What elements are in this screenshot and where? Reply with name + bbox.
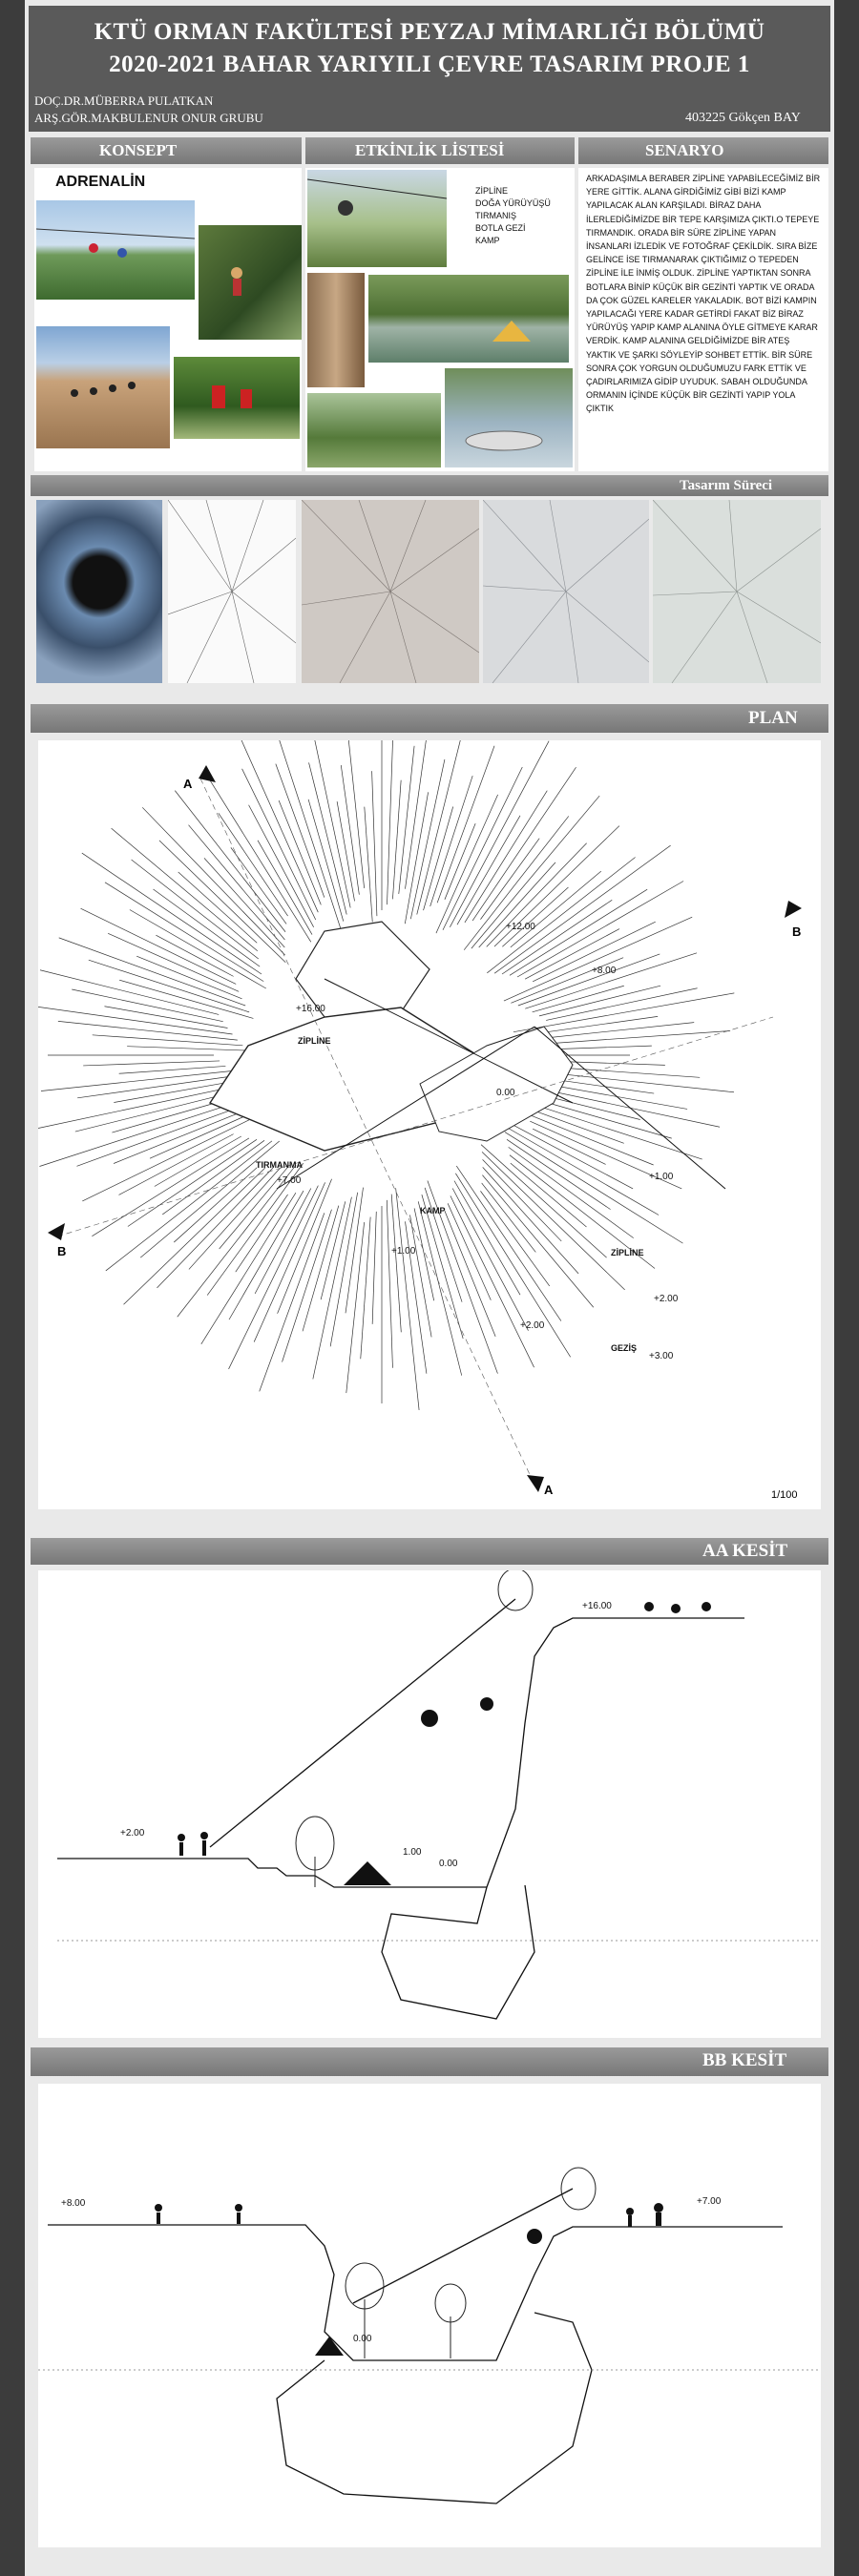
plan-hatch-line xyxy=(127,1047,248,1050)
aa-level: +16.00 xyxy=(582,1601,612,1611)
plan-hatch-line xyxy=(533,986,624,1012)
plan-hatch-line xyxy=(59,938,245,1006)
plan-hatch-line xyxy=(450,741,549,927)
plan-hatch-line xyxy=(509,1147,634,1237)
plan-hatch-line xyxy=(175,791,285,932)
plan-hatch-line xyxy=(510,889,647,975)
plan-hatch-line xyxy=(128,1139,257,1226)
aa-svg xyxy=(38,1570,821,2038)
bb-bar xyxy=(31,2047,828,2076)
plan-hatch-line xyxy=(511,871,601,947)
plan-hatch-line xyxy=(41,1071,232,1091)
plan-hatch-line xyxy=(396,1188,419,1410)
plan-hatch-line xyxy=(430,776,472,906)
plan-hatch-line xyxy=(92,1138,249,1236)
activity-item: DOĞA YÜRÜYÜŞÜ xyxy=(475,198,551,208)
scenario-text: ARKADAŞIMLA BERABER ZİPLİNE YAPABİLECEĞİMİZ BİR YERE GİTTİK. ALANA GİRDİĞİMİZ GİBİ BİZİ KAMP YAPILACAK ALAN KARŞILADI. BİRAZ DAHA İLERLEDİĞİMİZDE BİR TEPE KARŞIMIZA ÇIKTI.O TEPEYE TIRMANDIK. ORADA BİR SÜRE ZİPLİNE YAPAN İNSANLARI İZLEDİK VE FOTOĞRAF ÇEKİLDİK. SIRA BİZE GELİNCE İSE TIRMANARAK ÇIKTIĞIMIZ O TEPEDEN ZİPLİNE İLE İNMİŞ OLDUK. ZİPLİNE YAPTIKTAN SONRA BOTLARA BİNİP KÜÇÜK BİR GEZİNTİ YAPTIK VE ORADA DA ÇOK GÜZEL KARELER YAKALADIK. BOT BİZİ KAMPIN YAPILACAĞI YERE KADAR GETİRDİ FAKAT BİZ BİRAZ YÜRÜYÜŞ YAPIP KAMP ALANINA ÖYLE GİTMEYE KARAR VERDİK. KAMP ALANINA GELDİĞİMİZDE BİR ATEŞ YAKTIK VE ŞARKI SÖYLEYİP SOHBET ETTİK. BİR SÜRE SONRA ÇOK YORGUN OLDUĞUMUZU FARK ETTİK VE ÇADIRLARIMIZA GİDİP UYUDUK. SABAH OLDUĞUNDA ORMANIN İÇİNDE KÜÇÜK BİR GEZİNTİ YAPIP YOLA ÇIKTIK xyxy=(586,174,821,414)
plan-hatch-line xyxy=(500,1118,634,1189)
boat-photo xyxy=(445,368,573,467)
plan-hatch-line xyxy=(106,1141,272,1271)
plan-hatch-line xyxy=(119,1066,226,1073)
plan-hatch-line xyxy=(114,1110,247,1164)
plan-hatch-line xyxy=(236,1195,288,1272)
student-name: 403225 Gökçen BAY xyxy=(685,111,801,125)
plan-hatch-line xyxy=(258,841,312,935)
plan-hatch-line xyxy=(112,1100,225,1132)
level-mark: +1.00 xyxy=(391,1246,416,1257)
process-sketch-3 xyxy=(302,500,479,683)
level-mark: +2.00 xyxy=(520,1320,545,1331)
plan-hatch-line xyxy=(487,843,587,947)
plan-hatch-line xyxy=(279,800,321,904)
camp-lake-photo xyxy=(368,275,569,363)
plan-hatch-line xyxy=(365,807,372,923)
plan-hatch-line xyxy=(391,1195,401,1333)
bb-section-drawing xyxy=(38,2084,821,2547)
plan-hatch-line xyxy=(472,767,576,921)
plan-hatch-line xyxy=(154,889,261,966)
process-sketch-5 xyxy=(653,500,821,683)
section-mark-a1: A xyxy=(183,777,193,791)
activity-item: ZİPLİNE xyxy=(475,186,509,196)
senaryo-panel xyxy=(578,168,828,471)
plan-hatch-line xyxy=(546,988,697,1021)
plan-hatch-line xyxy=(40,970,219,1015)
plan-hatch-line xyxy=(511,1163,587,1227)
level-mark: +16.00 xyxy=(296,1004,325,1014)
plan-hatch-line xyxy=(511,958,623,1004)
plan-hatch-line xyxy=(483,1159,562,1241)
plan-hatch-line xyxy=(505,1132,683,1244)
plan-hatch-line xyxy=(448,1203,491,1299)
plan-hatch-line xyxy=(405,792,428,924)
level-mark: +2.00 xyxy=(654,1294,679,1304)
activity-item: KAMP xyxy=(475,236,500,245)
plan-hatch-line xyxy=(159,841,285,963)
activity-list xyxy=(475,185,551,247)
plan-hatch-line xyxy=(361,1217,370,1360)
plan-hatch-line xyxy=(481,1145,607,1257)
plan-hatch-line xyxy=(527,1113,654,1165)
bb-svg xyxy=(38,2084,821,2547)
bb-title: BB KESİT xyxy=(702,2050,787,2070)
plan-hatch-line xyxy=(75,1096,219,1132)
plan-hatch-line xyxy=(93,1035,243,1046)
plan-hatch-line xyxy=(517,882,683,978)
plan-hatch-line xyxy=(418,1201,461,1375)
plan-hatch-line xyxy=(208,778,311,942)
title-line-2: 2020-2021 BAHAR YARIYILI ÇEVRE TASARIM PROJE 1 xyxy=(109,52,750,77)
plan-hatch-line xyxy=(387,1200,392,1368)
plan-hatch-line xyxy=(410,1215,432,1337)
level-mark: 0.00 xyxy=(496,1088,515,1098)
plan-bar xyxy=(31,704,828,733)
process-title: Tasarım Süreci xyxy=(680,478,773,493)
advisor-1: DOÇ.DR.MÜBERRA PULATKAN xyxy=(34,93,214,108)
konsept-title: KONSEPT xyxy=(99,141,178,159)
plan-label: ZİPLİNE xyxy=(611,1248,644,1257)
plan-hatch-line xyxy=(465,791,547,923)
plan-hatch-line xyxy=(347,740,365,888)
plan-hatch-line xyxy=(156,935,233,976)
plan-hatch-line xyxy=(487,858,635,973)
plan-label: KAMP xyxy=(420,1206,446,1215)
hiking-photo xyxy=(36,326,170,448)
plan-hatch-line xyxy=(405,740,430,889)
plan-hatch-line xyxy=(81,908,237,984)
etkinlik-bar xyxy=(305,137,575,164)
plan-hatch-line xyxy=(309,762,347,914)
plan-hatch-line xyxy=(456,1166,561,1320)
level-mark: +12.00 xyxy=(506,922,535,932)
plan-hatch-line xyxy=(219,813,288,916)
plan-hatch-line xyxy=(178,872,257,943)
aa-level: 1.00 xyxy=(403,1847,422,1858)
plan-hatch-line xyxy=(346,1188,364,1314)
plan-hatch-line xyxy=(313,1197,352,1380)
advisor-2: ARŞ.GÖR.MAKBULENUR ONUR GRUBU xyxy=(34,111,263,125)
plan-hatch-line xyxy=(388,740,394,904)
plan-hatch-line xyxy=(513,993,734,1032)
zipline-photo xyxy=(36,200,195,300)
level-mark: +3.00 xyxy=(649,1351,674,1361)
bb-level: +7.00 xyxy=(697,2196,722,2207)
plan-hatch-line xyxy=(494,845,670,973)
plan-hatch-line xyxy=(424,806,453,910)
plan-title: PLAN xyxy=(748,708,798,728)
plan-hatch-line xyxy=(204,858,284,947)
plan-hatch-line xyxy=(502,900,612,974)
konsept-word: ADRENALİN xyxy=(55,174,146,190)
konsept-bar xyxy=(31,137,302,164)
plan-hatch-line xyxy=(452,1189,528,1331)
aa-title: AA KESİT xyxy=(702,1541,788,1561)
section-mark-b2: B xyxy=(57,1244,67,1258)
level-mark: +1.00 xyxy=(649,1172,674,1182)
process-sketch-2 xyxy=(168,500,296,683)
plan-svg xyxy=(38,740,821,1509)
rock-climbing-photo xyxy=(307,273,365,387)
plan-hatch-line xyxy=(229,1186,319,1369)
plan-hatch-line xyxy=(436,795,498,933)
plan-hatch-line xyxy=(82,1113,262,1201)
process-sketch-1 xyxy=(36,500,162,683)
plan-hatch-line xyxy=(437,746,494,903)
plan-scale: 1/100 xyxy=(771,1489,798,1501)
level-mark: +7.00 xyxy=(277,1175,302,1186)
plan-hatch-line xyxy=(525,953,697,1008)
zipline-activity-photo xyxy=(307,170,447,267)
plan-hatch-line xyxy=(58,1021,238,1040)
plan-hatch-line xyxy=(39,1104,233,1167)
poster-header xyxy=(29,6,830,132)
plan-hatch-line xyxy=(539,986,660,1016)
plan-label: TIRMANMA xyxy=(256,1160,303,1170)
plan-hatch-line xyxy=(479,862,555,947)
forest-walk-photo xyxy=(307,393,441,467)
plan-hatch-line xyxy=(502,1125,659,1215)
plan-hatch-line xyxy=(414,1208,434,1300)
bb-level: 0.00 xyxy=(353,2334,372,2344)
aa-section-drawing xyxy=(38,1570,821,2038)
activity-item: BOTLA GEZİ xyxy=(475,223,526,233)
etkinlik-panel xyxy=(305,168,575,471)
aa-level: +2.00 xyxy=(120,1828,145,1839)
climbing-photo xyxy=(199,225,302,340)
plan-hatch-line xyxy=(346,1222,365,1393)
plan-hatch-line xyxy=(72,989,222,1022)
title-line-1: KTÜ ORMAN FAKÜLTESİ PEYZAJ MİMARLIĞI BÖLÜMÜ xyxy=(94,19,765,45)
plan-hatch-line xyxy=(541,1084,687,1110)
plan-label: GEZİŞ xyxy=(611,1343,638,1353)
plan-hatch-line xyxy=(533,1129,605,1164)
plan-hatch-line xyxy=(38,1005,233,1034)
section-mark-a2: A xyxy=(544,1483,554,1497)
plan-hatch-line xyxy=(417,740,464,915)
process-sketch-4 xyxy=(483,500,649,683)
plan-hatch-line xyxy=(518,954,660,1006)
plan-hatch-line xyxy=(124,1168,265,1304)
plan-hatch-line xyxy=(399,746,414,894)
plan-drawing xyxy=(38,740,821,1509)
etkinlik-title: ETKİNLİK LİSTESİ xyxy=(355,141,505,159)
plan-hatch-line xyxy=(471,796,599,948)
plan-label: ZİPLİNE xyxy=(298,1036,331,1046)
senaryo-bar xyxy=(578,137,828,164)
level-mark: +8.00 xyxy=(592,966,617,976)
plan-hatch-line xyxy=(483,1167,578,1273)
adventure-photo xyxy=(174,357,300,439)
bb-level: +8.00 xyxy=(61,2198,86,2209)
section-mark-b1: B xyxy=(792,924,802,939)
plan-hatch-line xyxy=(546,1091,720,1128)
process-bar xyxy=(31,475,828,496)
plan-hatch-line xyxy=(480,1191,549,1286)
plan-hatch-line xyxy=(372,771,377,916)
plan-hatch-line xyxy=(112,828,258,951)
plan-hatch-line xyxy=(405,1221,426,1373)
aa-bar xyxy=(31,1538,828,1565)
aa-level: 0.00 xyxy=(439,1859,458,1869)
plan-hatch-line xyxy=(140,1141,280,1257)
plan-hatch-line xyxy=(119,1134,234,1195)
konsept-panel xyxy=(34,168,302,471)
plan-hatch-line xyxy=(83,1061,220,1066)
plan-hatch-line xyxy=(303,1206,339,1332)
activity-item: TIRMANIŞ xyxy=(475,211,517,220)
plan-hatch-line xyxy=(445,1211,495,1337)
plan-hatch-line xyxy=(89,960,249,1012)
plan-hatch-line xyxy=(482,1175,593,1308)
plan-hatch-line xyxy=(533,1030,730,1045)
plan-hatch-line xyxy=(372,1212,376,1324)
plan-hatch-line xyxy=(312,740,351,907)
plan-hatch-line xyxy=(249,805,314,927)
senaryo-title: SENARYO xyxy=(645,141,724,159)
